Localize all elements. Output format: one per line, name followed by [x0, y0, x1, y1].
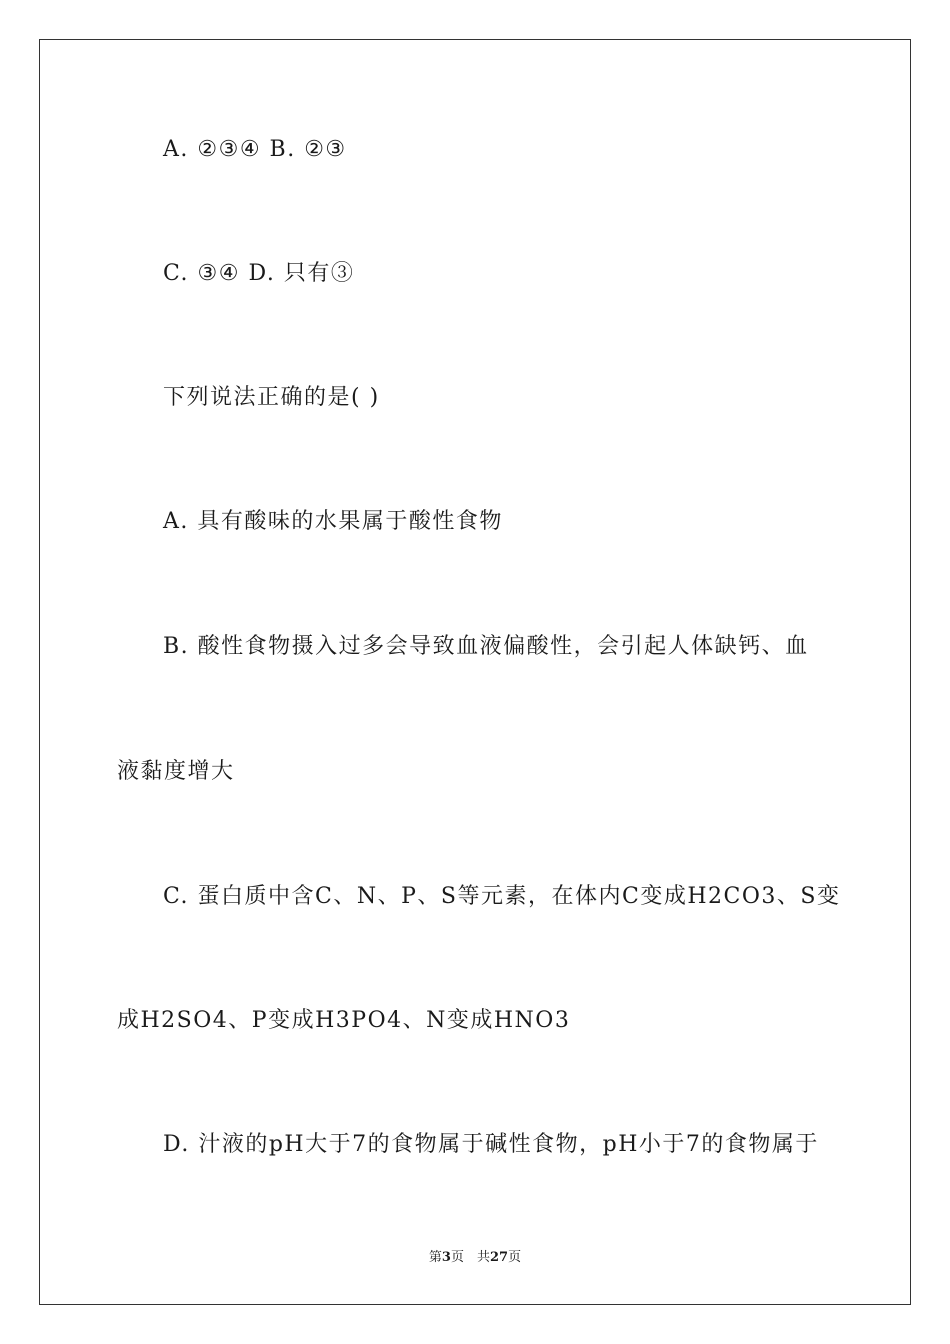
footer-suffix: 页 — [508, 1250, 522, 1265]
page-frame — [39, 39, 911, 1305]
option-line-cd: C. ③④ D. 只有③ — [163, 261, 355, 286]
page-number-footer — [0, 1246, 950, 1265]
footer-prefix: 第 — [428, 1250, 442, 1265]
footer-total-pages: 27 — [489, 1250, 509, 1265]
question-stem: 下列说法正确的是( ) — [163, 385, 380, 410]
footer-page-number: 3 — [441, 1250, 451, 1265]
option-b: B. 酸性食物摄入过多会导致血液偏酸性，会引起人体缺钙、血 — [163, 634, 809, 659]
option-c: C. 蛋白质中含C、N、P、S等元素，在体内C变成H2CO3、S变 — [163, 884, 841, 909]
footer-middle: 页 共 — [450, 1250, 490, 1265]
option-d: D. 汁液的pH大于7的食物属于碱性食物，pH小于7的食物属于 — [163, 1132, 819, 1157]
option-line-ab: A. ②③④ B. ②③ — [163, 137, 347, 162]
option-c-continued: 成H2SO4、P变成H3PO4、N变成HNO3 — [117, 1008, 571, 1033]
option-b-continued: 液黏度增大 — [117, 759, 235, 784]
option-a: A. 具有酸味的水果属于酸性食物 — [163, 509, 503, 534]
